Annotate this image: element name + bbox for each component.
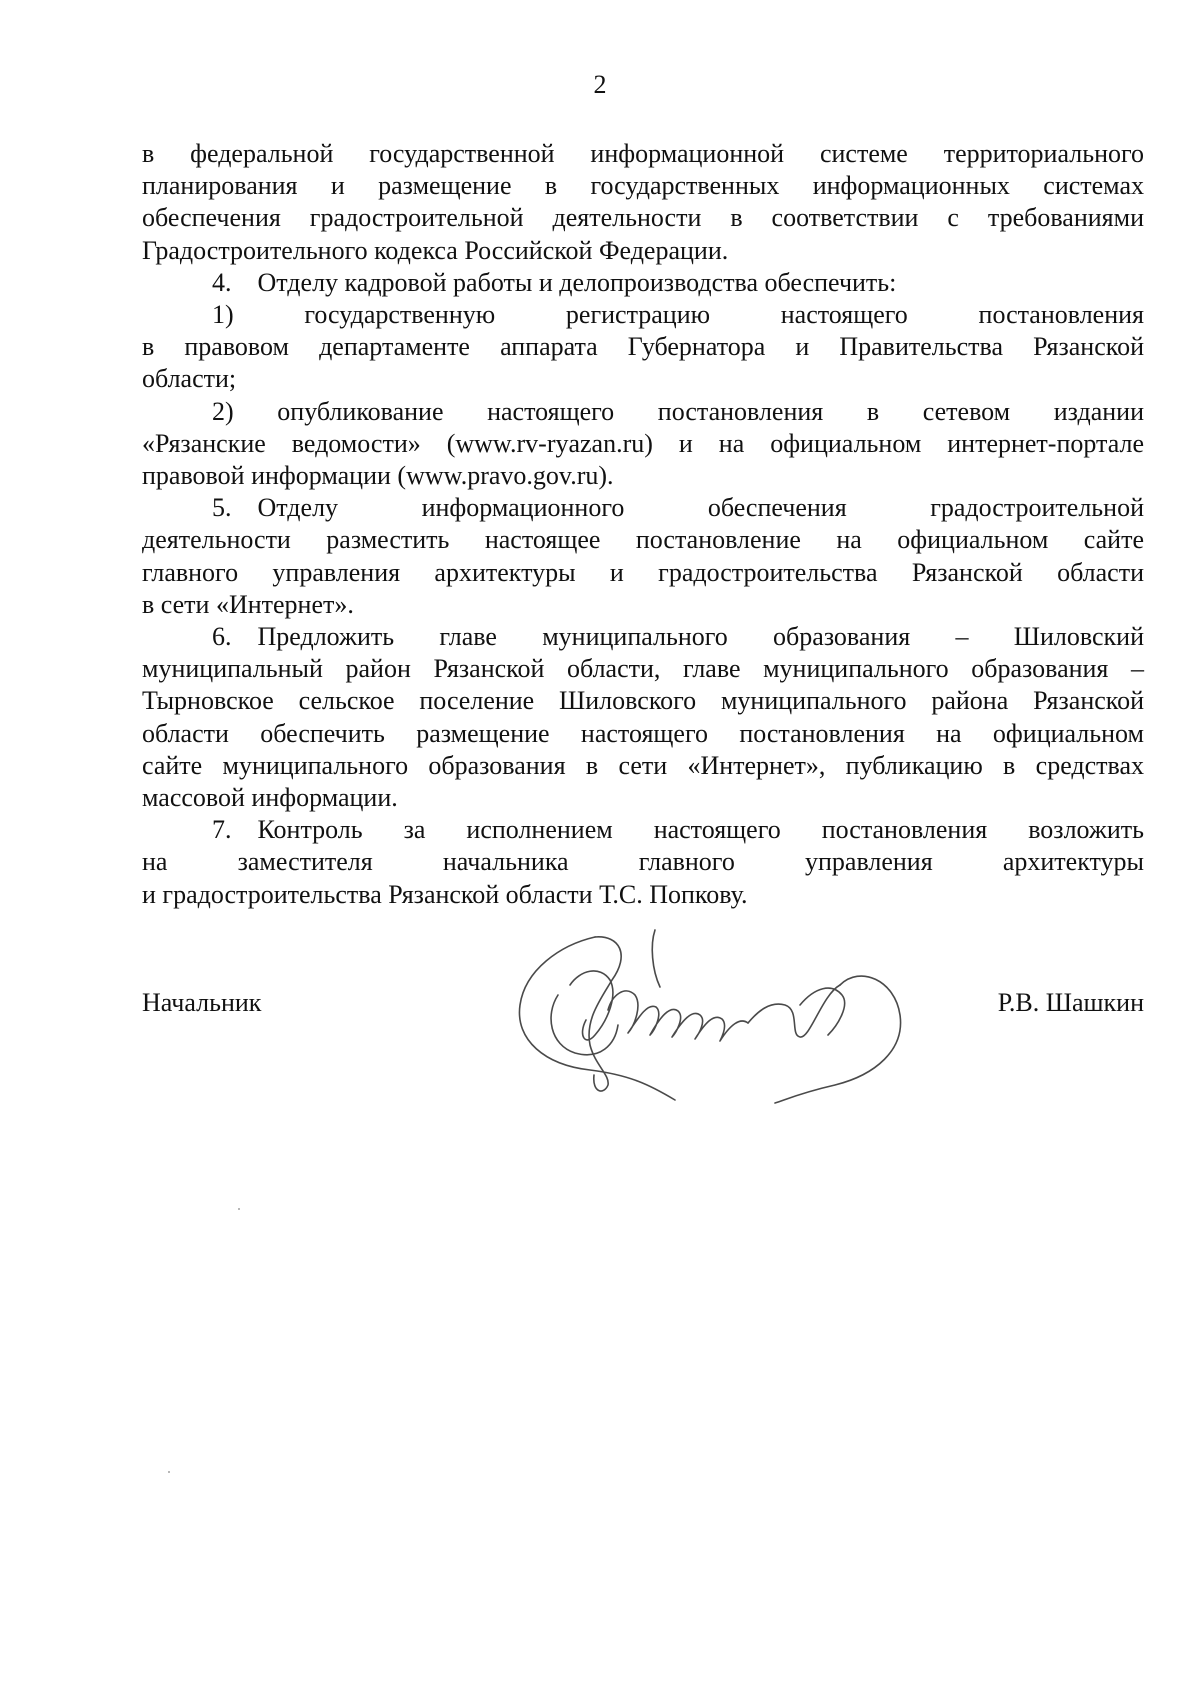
paragraph-line: деятельности разместить настоящее постановление на официальном сайте — [142, 525, 1144, 555]
scan-speck — [168, 1471, 170, 1473]
paragraph-line: 1) государственную регистрацию настоящего постановления — [212, 300, 1144, 330]
paragraph-line: правовой информации (www.pravo.gov.ru). — [142, 461, 614, 491]
paragraph-line: 4. Отделу кадровой работы и делопроизводства обеспечить: — [212, 267, 897, 297]
paragraph-line: обеспечения градостроительной деятельности в соответствии с требованиями — [142, 203, 1144, 233]
paragraph-line: и градостроительства Рязанской области Т.С. Попкову. — [142, 879, 748, 909]
paragraph-line: Тырновское сельское поселение Шиловского муниципального района Рязанской — [142, 686, 1144, 716]
paragraph-line: «Рязанские ведомости» (www.rv-ryazan.ru) и на официальном интернет-портале — [142, 428, 1144, 458]
paragraph-line: 6. Предложить главе муниципального образования – Шиловский — [212, 622, 1144, 652]
document-body — [142, 138, 1144, 911]
paragraph-line: 7. Контроль за исполнением настоящего постановления возложить — [212, 815, 1144, 845]
paragraph-line: в правовом департаменте аппарата Губернатора и Правительства Рязанской — [142, 332, 1144, 362]
signer-name: Р.В. Шашкин — [997, 988, 1144, 1017]
paragraph-line: 5. Отделу информационного обеспечения градостроительной — [212, 493, 1144, 523]
paragraph-line: Градостроительного кодекса Российской Федерации. — [142, 235, 729, 265]
signer-title: Начальник — [142, 988, 262, 1017]
paragraph-line: сайте муниципального образования в сети «Интернет», публикацию в средствах — [142, 750, 1144, 780]
signature-block — [142, 987, 1144, 1027]
paragraph-line: муниципальный район Рязанской области, главе муниципального образования – — [142, 654, 1144, 684]
paragraph-line: планирования и размещение в государственных информационных системах — [142, 171, 1144, 201]
paragraph-line: 2) опубликование настоящего постановления в сетевом издании — [212, 396, 1144, 426]
paragraph-line: области; — [142, 364, 237, 394]
paragraph-line: массовой информации. — [142, 783, 398, 813]
paragraph-line: в федеральной государственной информационной системе территориального — [142, 139, 1144, 168]
paragraph-line: главного управления архитектуры и градостроительства Рязанской области — [142, 557, 1144, 587]
paragraph-line: на заместителя начальника главного управления архитектуры — [142, 847, 1144, 877]
scan-speck — [238, 1208, 240, 1210]
paragraph-line: в сети «Интернет». — [142, 589, 354, 619]
paragraph-line: области обеспечить размещение настоящего постановления на официальном — [142, 718, 1144, 748]
page-number: 2 — [593, 70, 607, 99]
